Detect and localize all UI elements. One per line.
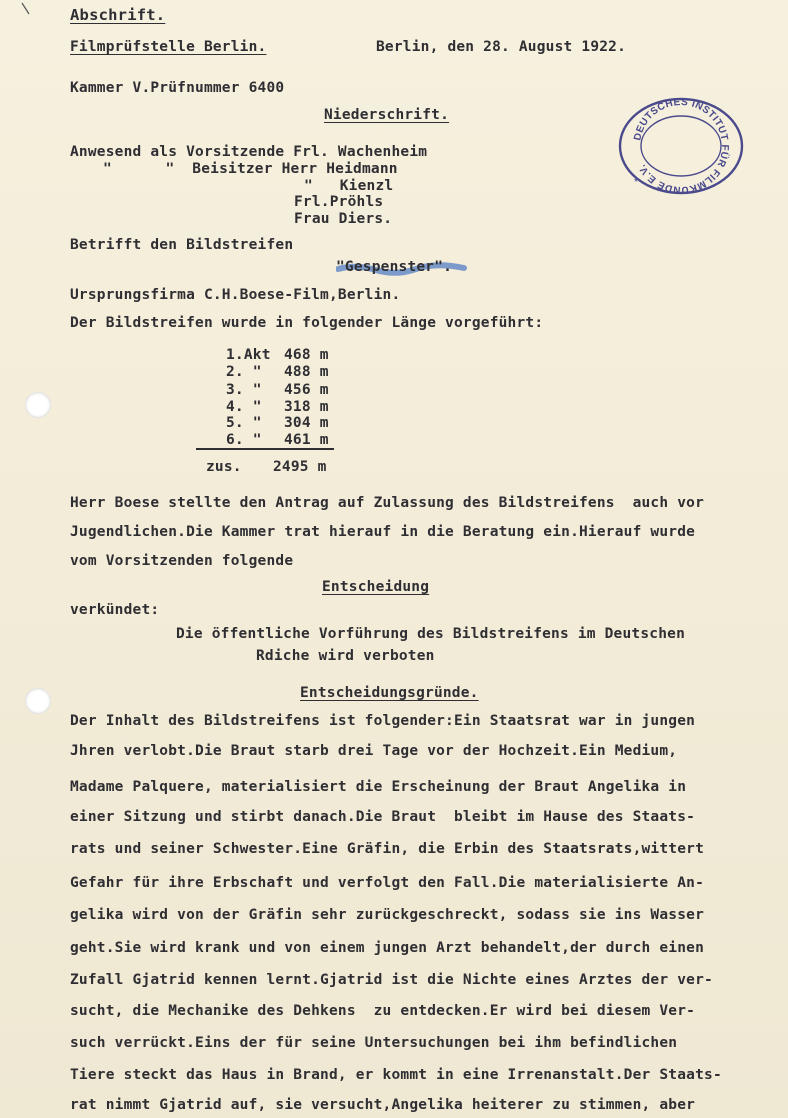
punch-hole-upper	[25, 392, 51, 418]
total-value: 2495 m	[273, 459, 327, 475]
reasons-line: einer Sitzung und stirbt danach.Die Braut bleibt im Hause des Staats-	[70, 809, 696, 825]
reasons-heading: Entscheidungsgründe.	[300, 685, 479, 701]
reasons-line: rats und seiner Schwester.Eine Gräfin, die Erbin des Staatsrats,wittert	[70, 841, 705, 857]
length-row-act: 6. "	[226, 432, 262, 448]
length-row-act: 1.Akt	[226, 347, 271, 363]
attendance-assessor-2: " Kienzl	[304, 178, 394, 194]
proceedings-line: vom Vorsitzenden folgende	[70, 553, 294, 569]
office-name: Filmprüfstelle Berlin.	[70, 39, 267, 55]
place-date: Berlin, den 28. August 1922.	[376, 39, 627, 55]
svg-text:*: *	[634, 177, 638, 188]
decision-text: Rdiche wird verboten	[256, 648, 435, 664]
length-row-meters: 456 m	[284, 382, 329, 398]
length-row-act: 5. "	[226, 415, 262, 431]
length-row-act: 3. "	[226, 382, 262, 398]
sum-rule	[196, 448, 334, 450]
length-row-meters: 318 m	[284, 399, 329, 415]
reasons-line: gelika wird von der Gräfin sehr zurückgeschreckt, sodass sie ins Wasser	[70, 907, 705, 923]
length-row-meters: 304 m	[284, 415, 329, 431]
reasons-line: Tiere steckt das Haus in Brand, er kommt in eine Irrenanstalt.Der Staats-	[70, 1067, 722, 1083]
reasons-line: sucht, die Mechanike des Dehkens zu entdecken.Er wird bei diesem Ver-	[70, 1003, 696, 1019]
reasons-line: Jhren verlobt.Die Braut starb drei Tage vor der Hochzeit.Ein Medium,	[70, 743, 678, 759]
minutes-title: Niederschrift.	[324, 107, 450, 123]
decision-text: Die öffentliche Vorführung des Bildstreifens im Deutschen	[176, 626, 685, 642]
reasons-line: such verrückt.Eins der für seine Untersuchungen bei ihm befindlichen	[70, 1035, 678, 1051]
total-label: zus.	[206, 459, 242, 475]
reasons-line: geht.Sie wird krank und von einem jungen Arzt behandelt,der durch einen	[70, 940, 705, 956]
reasons-line: rat nimmt Gjatrid auf, sie versucht,Angelika heiterer zu stimmen, aber	[70, 1097, 696, 1113]
length-row-meters: 461 m	[284, 432, 329, 448]
reasons-line: Madame Palquere, materialisiert die Erscheinung der Braut Angelika in	[70, 779, 687, 795]
length-row-meters: 468 m	[284, 347, 329, 363]
attendance-chair: Anwesend als Vorsitzende Frl. Wachenheim	[70, 144, 428, 160]
length-row-meters: 488 m	[284, 364, 329, 380]
proceedings-line: Jugendlichen.Die Kammer trat hierauf in die Beratung ein.Hierauf wurde	[70, 524, 696, 540]
film-title: "Gespenster".	[336, 259, 453, 275]
reasons-line: Der Inhalt des Bildstreifens ist folgender:Ein Staatsrat war in jungen	[70, 713, 696, 729]
proceedings-line: Herr Boese stellte den Antrag auf Zulassung des Bildstreifens auch vor	[70, 495, 705, 511]
subject-label: Betrifft den Bildstreifen	[70, 237, 294, 253]
pencil-mark-icon	[20, 2, 34, 16]
attendance-assessor-3: Frl.Pröhls	[294, 194, 384, 210]
punch-hole-lower	[25, 688, 51, 714]
length-intro: Der Bildstreifen wurde in folgender Länge vorgeführt:	[70, 315, 544, 331]
reasons-line: Gefahr für ihre Erbschaft und verfolgt den Fall.Die materialisierte An-	[70, 875, 705, 891]
attendance-assessor-4: Frau Diers.	[294, 211, 393, 227]
length-row-act: 2. "	[226, 364, 262, 380]
decision-heading: Entscheidung	[322, 579, 430, 595]
stamp-text: DEUTSCHES INSTITUT FÜR FILMKUNDE E.V.	[632, 97, 731, 195]
announced-label: verkündet:	[70, 602, 160, 618]
institute-stamp	[618, 97, 744, 195]
attendance-assessor-1: " " Beisitzer Herr Heidmann	[103, 161, 398, 177]
length-row-act: 4. "	[226, 399, 262, 415]
copy-label: Abschrift.	[70, 6, 166, 24]
reasons-line: Zufall Gjatrid kennen lernt.Gjatrid ist die Nichte eines Arztes der ver-	[70, 972, 713, 988]
chamber-number: Kammer V.Prüfnummer 6400	[70, 80, 285, 96]
origin-company: Ursprungsfirma C.H.Boese-Film,Berlin.	[70, 287, 401, 303]
